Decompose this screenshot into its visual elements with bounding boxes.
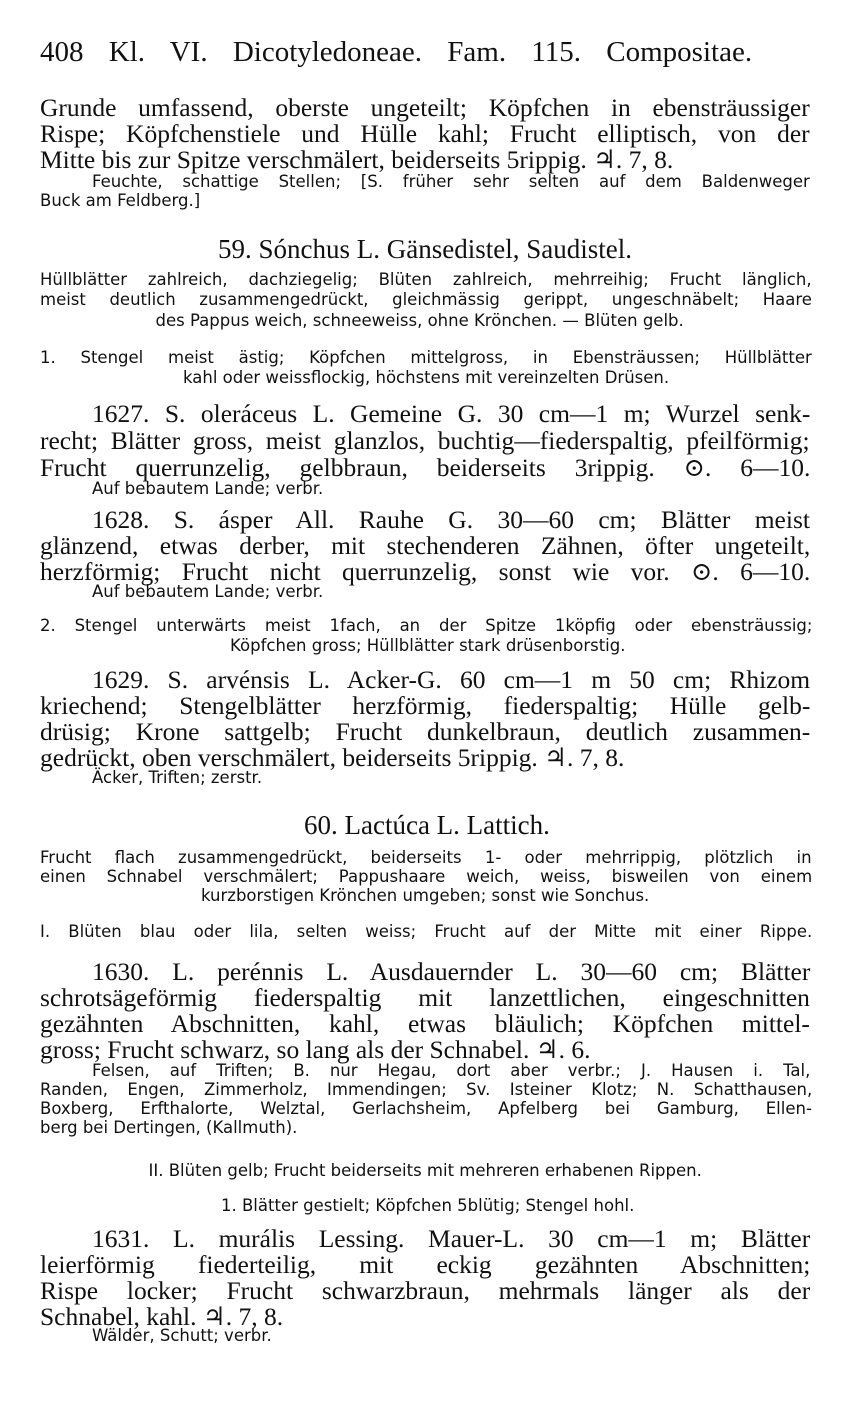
genus-heading: 60. Lactúca L. Lattich.: [304, 810, 550, 840]
running-head: 408 Kl. VI. Dicotyledoneae. Fam. 115. Compositae.: [40, 36, 753, 68]
key-line: 1. Stengel meist ästig; Köpfchen mittelgross, in Ebensträussen; Hüllblätter: [40, 348, 812, 367]
genus-description: Hüllblätter zahlreich, dachziegelig; Blüten zahlreich, mehrreihig; Frucht länglich,: [40, 270, 812, 289]
species-entry-line: gross; Frucht schwarz, so lang als der Schnabel. ♃. 6.: [40, 1035, 591, 1064]
species-entry-line: leierförmig fiederteilig, mit eckig gezähnten Abschnitten;: [40, 1250, 811, 1279]
habitat-note: berg bei Dertingen, (Kallmuth).: [40, 1118, 298, 1137]
genus-heading: 59. Sónchus L. Gänsedistel, Saudistel.: [218, 234, 632, 264]
habitat-note: Auf bebautem Lande; verbr.: [92, 582, 324, 601]
species-entry-line: kriechend; Stengelblätter herzförmig, fiederspaltig; Hülle gelb-: [40, 691, 811, 720]
key-line: II. Blüten gelb; Frucht beiderseits mit mehreren erhabenen Rippen.: [148, 1161, 702, 1180]
species-entry-line: gezähnten Abschnitten, kahl, etwas bläulich; Köpfchen mittel-: [40, 1009, 810, 1038]
key-line: 2. Stengel unterwärts meist 1fach, an der Spitze 1köpfig oder ebensträussig;: [40, 616, 813, 635]
key-line: Köpfchen gross; Hüllblätter stark drüsenborstig.: [230, 636, 626, 655]
species-entry-line: 1628. S. ásper All. Rauhe G. 30—60 cm; Blätter meist: [92, 505, 810, 534]
habitat-note: Auf bebautem Lande; verbr.: [92, 479, 324, 498]
text-line: Grunde umfassend, oberste ungeteilt; Köpfchen in ebensträussiger: [40, 93, 810, 122]
genus-description: einen Schnabel verschmälert; Pappushaare weich, weiss, bisweilen von einem: [40, 867, 813, 886]
species-entry-line: Frucht querrunzelig, gelbbraun, beiderseits 3rippig. ⊙. 6—10.: [40, 453, 811, 482]
species-entry-line: Rispe locker; Frucht schwarzbraun, mehrmals länger als der: [40, 1276, 811, 1305]
genus-description: des Pappus weich, schneeweiss, ohne Krönchen. — Blüten gelb.: [155, 311, 684, 330]
species-entry-line: schrotsägeförmig fiederspaltig mit lanzettlichen, eingeschnitten: [40, 983, 810, 1012]
habitat-note: Feuchte, schattige Stellen; [S. früher sehr selten auf dem Baldenweger: [92, 172, 810, 191]
habitat-note: Buck am Feldberg.]: [40, 191, 201, 210]
key-line: 1. Blätter gestielt; Köpfchen 5blütig; Stengel hohl.: [221, 1196, 635, 1215]
species-entry-line: glänzend, etwas derber, mit stechenderen Zähnen, öfter ungeteilt,: [40, 531, 811, 560]
habitat-note: Felsen, auf Triften; B. nur Hegau, dort aber verbr.; J. Hausen i. Tal,: [92, 1061, 811, 1080]
genus-description: Frucht flach zusammengedrückt, beiderseits 1- oder mehrrippig, plötzlich in: [40, 848, 812, 867]
key-line: I. Blüten blau oder lila, selten weiss; Frucht auf der Mitte mit einer Rippe.: [40, 922, 813, 941]
habitat-note: Randen, Engen, Zimmerholz, Immendingen; Sv. Isteiner Klotz; N. Schatthausen,: [40, 1080, 813, 1099]
genus-description: meist deutlich zusammengedrückt, gleichmässig gerippt, ungeschnäbelt; Haare: [40, 290, 812, 309]
species-entry-line: Schnabel, kahl. ♃. 7, 8.: [40, 1302, 284, 1331]
species-entry-line: 1630. L. perénnis L. Ausdauernder L. 30—60 cm; Blätter: [92, 957, 811, 986]
habitat-note: Äcker, Triften; zerstr.: [92, 768, 263, 787]
habitat-note: Boxberg, Erfthalorte, Welztal, Gerlachsheim, Apfelberg bei Gamburg, Ellen-: [40, 1099, 812, 1118]
species-entry-line: herzförmig; Frucht nicht querrunzelig, sonst wie vor. ⊙. 6—10.: [40, 557, 811, 586]
species-entry-line: 1631. L. murális Lessing. Mauer-L. 30 cm—1 m; Blätter: [92, 1224, 811, 1253]
species-entry-line: 1629. S. arvénsis L. Acker-G. 60 cm—1 m 50 cm; Rhizom: [92, 665, 811, 694]
species-entry-line: 1627. S. oleráceus L. Gemeine G. 30 cm—1 m; Wurzel senk-: [92, 399, 811, 428]
text-line: Rispe; Köpfchenstiele und Hülle kahl; Frucht elliptisch, von der: [40, 119, 810, 148]
species-entry-line: drüsig; Krone sattgelb; Frucht dunkelbraun, deutlich zusammen-: [40, 717, 811, 746]
species-entry-line: gedrückt, oben verschmälert, beiderseits 5rippig. ♃. 7, 8.: [40, 743, 625, 772]
text-line: Mitte bis zur Spitze verschmälert, beiderseits 5rippig. ♃. 7, 8.: [40, 145, 674, 174]
key-line: kahl oder weissflockig, höchstens mit vereinzelten Drüsen.: [183, 368, 670, 387]
species-entry-line: recht; Blätter gross, meist glanzlos, buchtig—fiederspaltig, pfeilförmig;: [40, 426, 810, 455]
genus-description: kurzborstigen Krönchen umgeben; sonst wie Sonchus.: [201, 886, 650, 905]
habitat-note: Wälder, Schutt; verbr.: [92, 1326, 272, 1345]
